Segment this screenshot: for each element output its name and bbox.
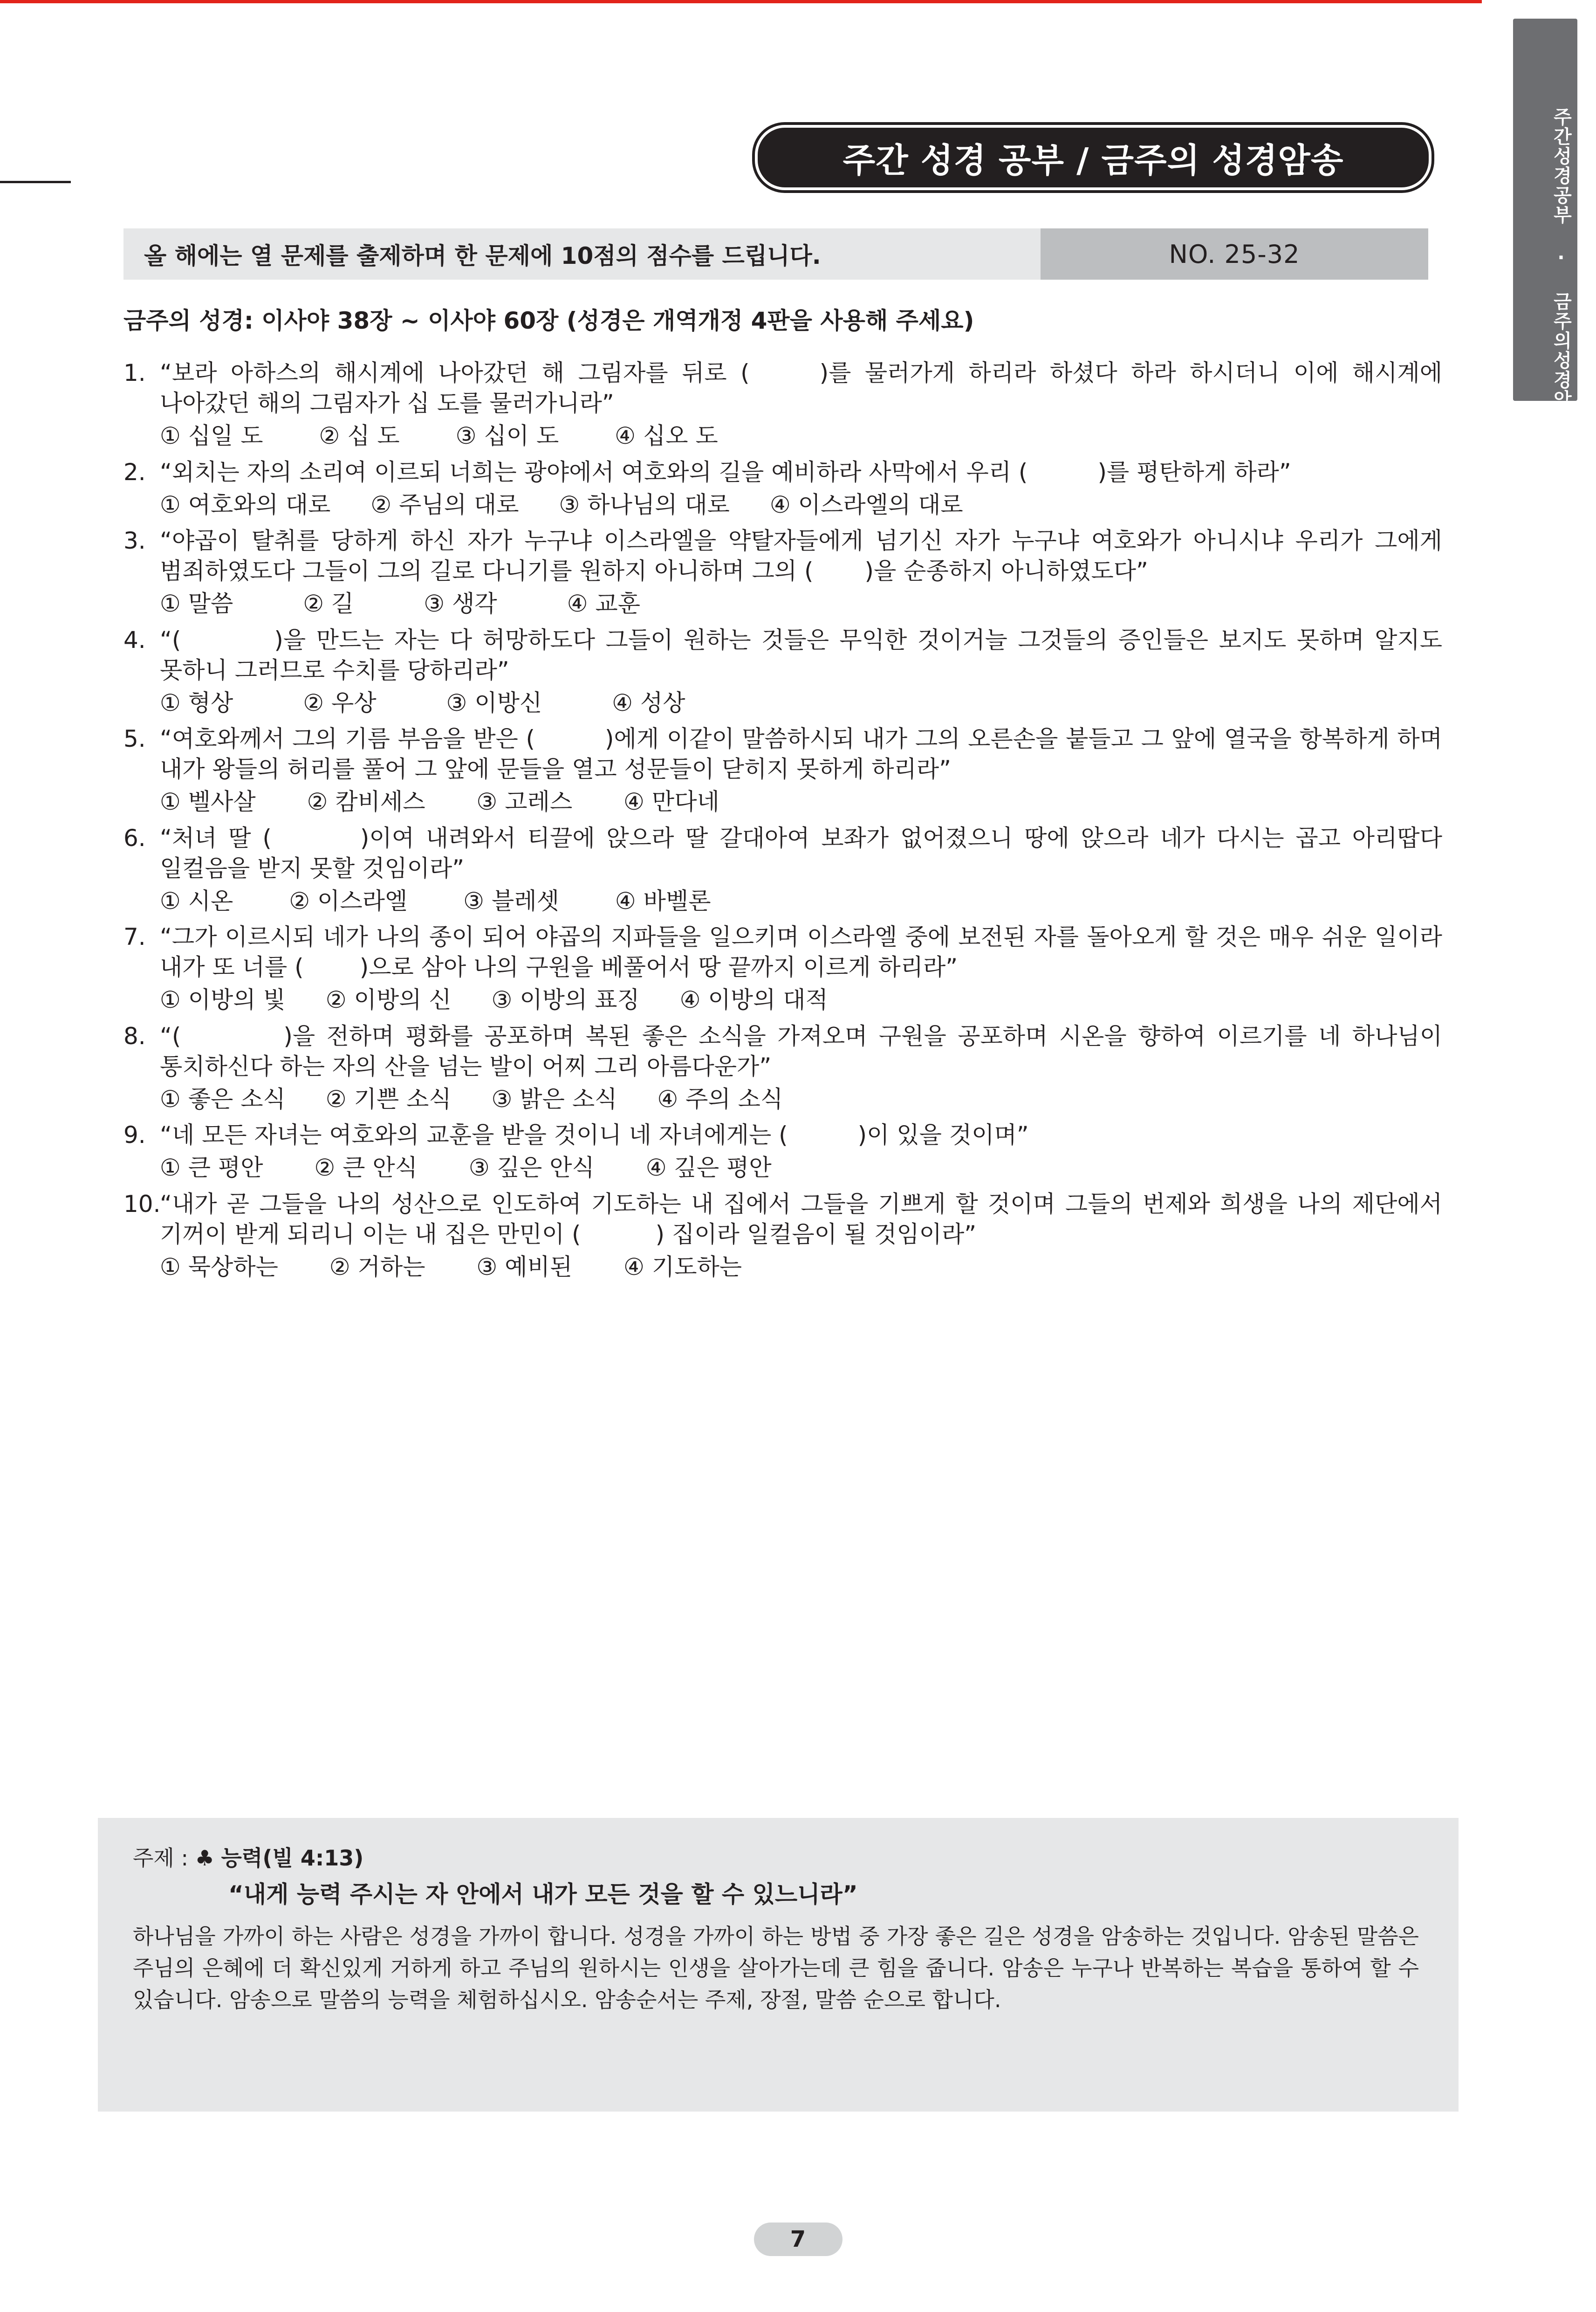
choice-row	[160, 1252, 1442, 1282]
question-text-post: )이여 내려와서 티끌에 앉으라 딸 갈대아여 보좌가 없어졌으니 땅에 앉으라 네가 다시는 곱고 아리땁다 일컬음을 받지 못할 것임이라”	[160, 824, 1443, 882]
question-text-post: )으로 삼아 나의 구원을 베풀어서 땅 끝까지 이르게 하리라”	[359, 954, 958, 981]
question-number: 10.	[123, 1190, 161, 1218]
question-text-post: )을 순종하지 아니하였도다”	[864, 557, 1148, 585]
choice-option[interactable]: ③ 고레스	[476, 788, 573, 815]
choice-option[interactable]: ① 묵상하는	[160, 1253, 278, 1280]
choice-option[interactable]: ② 주님의 대로	[370, 491, 519, 518]
question-text-post: ) 집이라 일컬음이 될 것임이라”	[655, 1220, 977, 1248]
question-number: 4.	[123, 626, 146, 654]
choice-option[interactable]: ① 벨사살	[160, 788, 256, 815]
choice-row	[160, 787, 1442, 817]
side-tab-label: 주간성경공부 · 금주의성경암송	[1550, 107, 1572, 429]
question-text-post: )에게 이같이 말씀하시되 내가 그의 오른손을 붙들고 그 앞에 열국을 항복하게 하며 내가 왕들의 허리를 풀어 그 앞에 문들을 열고 성문들이 닫히지 못하게 하리라”	[160, 725, 1442, 783]
choice-option[interactable]: ① 큰 평안	[160, 1154, 263, 1181]
question-text-pre: “외치는 자의 소리여 이르되 너희는 광야에서 여호와의 길을 예비하라 사막에서 우리 (	[160, 458, 1028, 486]
choice-option[interactable]: ③ 생각	[424, 590, 497, 617]
question-text-pre: “네 모든 자녀는 여호와의 교훈을 받을 것이니 네 자녀에게는 (	[160, 1122, 788, 1149]
theme-label: 주제 :	[133, 1845, 188, 1871]
choice-option[interactable]: ④ 기도하는	[623, 1253, 742, 1280]
question-number: 1.	[123, 359, 146, 386]
question-item	[123, 358, 1442, 451]
question-text	[160, 457, 1442, 488]
left-black-rule	[0, 181, 71, 183]
choice-option[interactable]: ② 이방의 신	[325, 986, 452, 1013]
choice-option[interactable]: ③ 예비된	[476, 1253, 573, 1280]
question-text-pre: “보라 아하스의 해시계에 나아갔던 해 그림자를 뒤로 (	[160, 359, 750, 386]
question-text-pre: “그가 이르시되 네가 나의 종이 되어 야곱의 지파들을 일으키며 이스라엘 중에 보전된 자를 돌아오게 할 것은 매우 쉬운 일이라 내가 또 너를 (	[160, 923, 1442, 981]
choice-row	[160, 1085, 1442, 1114]
question-text-pre: “여호와께서 그의 기름 부음을 받은 (	[160, 725, 535, 752]
question-text	[160, 823, 1442, 884]
question-text	[160, 1120, 1442, 1150]
question-number: 8.	[123, 1022, 146, 1050]
choice-row	[160, 688, 1442, 718]
question-item	[123, 922, 1442, 1015]
choice-row	[160, 490, 1442, 520]
choice-option[interactable]: ① 십일 도	[160, 422, 263, 449]
top-red-rule	[0, 0, 1482, 3]
choice-option[interactable]: ① 여호와의 대로	[160, 491, 331, 518]
question-item	[123, 1189, 1442, 1282]
theme-title: 능력(빌 4:13)	[221, 1845, 364, 1871]
theme-paragraph: 하나님을 가까이 하는 사람은 성경을 가까이 합니다. 성경을 가까이 하는 방법 중 가장 좋은 길은 성경을 암송하는 것입니다. 암송된 말씀은 주님의 은혜에 더 확신있게 거하게 하고 주님의 원하시는 인생을 살아가는데 큰 힘을 줍니다. 암송은 누구나 반복하는 복습을 통하여 할 수 있습니다. 암송으로 말씀의 능력을 체험하십시오. 암송순서는 주제, 장절, 말씀 순으로 합니다.	[133, 1924, 1419, 2013]
choice-option[interactable]: ② 거하는	[329, 1253, 425, 1280]
question-item	[123, 1120, 1442, 1183]
choice-option[interactable]: ④ 십오 도	[615, 422, 718, 449]
question-number: 3.	[123, 527, 146, 554]
choice-option[interactable]: ② 캄비세스	[307, 788, 425, 815]
question-number: 5.	[123, 725, 146, 752]
question-text	[160, 1189, 1442, 1250]
question-text	[160, 724, 1442, 784]
choice-option[interactable]: ④ 주의 소식	[657, 1085, 783, 1113]
choice-option[interactable]: ② 큰 안식	[314, 1154, 418, 1181]
choice-row	[160, 985, 1442, 1015]
question-text-post: )이 있을 것이며”	[857, 1122, 1029, 1149]
question-text	[160, 526, 1442, 586]
choice-option[interactable]: ④ 바벨론	[615, 887, 711, 915]
choice-row	[160, 1153, 1442, 1183]
page-title-pill	[755, 125, 1432, 190]
question-text-pre: “(	[160, 1022, 181, 1050]
question-item	[123, 526, 1442, 619]
question-item	[123, 1021, 1442, 1114]
choice-option[interactable]: ③ 블레셋	[463, 887, 559, 915]
question-item	[123, 724, 1442, 817]
theme-heading	[133, 1841, 363, 1872]
choice-option[interactable]: ④ 교훈	[567, 590, 641, 617]
question-number: 6.	[123, 824, 146, 852]
choice-option[interactable]: ④ 깊은 평안	[645, 1154, 772, 1181]
choice-option[interactable]: ① 이방의 빛	[160, 986, 286, 1013]
question-text-pre: “(	[160, 626, 181, 654]
choice-row	[160, 421, 1442, 451]
question-text-post: )를 물러가게 하리라 하셨다 하라 하시더니 이에 해시계에 나아갔던 해의 그림자가 십 도를 물러가니라”	[160, 359, 1442, 417]
question-number: 7.	[123, 923, 146, 950]
choice-option[interactable]: ③ 하나님의 대로	[559, 491, 730, 518]
question-text-pre: “내가 곧 그들을 나의 성산으로 인도하여 기도하는 내 집에서 그들을 기쁘게 할 것이며 그들의 번제와 희생을 나의 제단에서 기꺼이 받게 되리니 이는 내 집은 만민이 (	[160, 1190, 1442, 1248]
choice-option[interactable]: ② 길	[303, 590, 354, 617]
page-number: 7	[754, 2223, 843, 2256]
choice-row	[160, 887, 1442, 916]
choice-option[interactable]: ③ 이방신	[446, 689, 542, 716]
choice-option[interactable]: ① 형상	[160, 689, 233, 716]
choice-option[interactable]: ④ 만다네	[623, 788, 719, 815]
question-text	[160, 1021, 1442, 1082]
question-text-post: )을 전하며 평화를 공포하며 복된 좋은 소식을 가져오며 구원을 공포하며 시온을 향하여 이르기를 네 하나님이 통치하신다 하는 자의 산을 넘는 발이 어찌 그리 아름다운가”	[160, 1022, 1442, 1080]
clover-icon: ♣	[195, 1845, 214, 1871]
passage-range: 금주의 성경: 이사야 38장 ~ 이사야 60장 (성경은 개역개정 4판을 사용해 주세요)	[123, 307, 974, 334]
theme-verse: “내게 능력 주시는 자 안에서 내가 모든 것을 할 수 있느니라”	[228, 1881, 858, 1908]
notice-text: 올 해에는 열 문제를 출제하며 한 문제에 10점의 점수를 드립니다.	[144, 242, 821, 269]
issue-number-badge: NO. 25-32	[1041, 228, 1428, 280]
choice-option[interactable]: ② 우상	[303, 689, 377, 716]
question-list	[123, 358, 1442, 1288]
choice-option[interactable]: ② 기쁜 소식	[325, 1085, 452, 1113]
choice-option[interactable]: ② 십 도	[319, 422, 400, 449]
question-item	[123, 823, 1442, 916]
choice-option[interactable]: ① 시온	[160, 887, 233, 915]
question-item	[123, 457, 1442, 520]
choice-option[interactable]: ② 이스라엘	[289, 887, 408, 915]
choice-option[interactable]: ④ 이스라엘의 대로	[769, 491, 963, 518]
choice-option[interactable]: ① 좋은 소식	[160, 1085, 286, 1113]
question-text-post: )을 만드는 자는 다 허망하도다 그들이 원하는 것들은 무익한 것이거늘 그것들의 증인들은 보지도 못하며 알지도 못하니 그러므로 수치를 당하리라”	[160, 626, 1442, 684]
question-text	[160, 625, 1442, 686]
choice-option[interactable]: ④ 이방의 대적	[679, 986, 828, 1013]
choice-option[interactable]: ③ 밝은 소식	[491, 1085, 617, 1113]
question-number: 2.	[123, 458, 146, 486]
choice-option[interactable]: ④ 성상	[612, 689, 685, 716]
question-text	[160, 922, 1442, 983]
page-title: 주간 성경 공부 / 금주의 성경암송	[843, 141, 1344, 180]
question-item	[123, 625, 1442, 718]
choice-row	[160, 589, 1442, 619]
choice-option[interactable]: ① 말씀	[160, 590, 233, 617]
question-text-pre: “처녀 딸 (	[160, 824, 272, 852]
choice-option[interactable]: ③ 십이 도	[455, 422, 559, 449]
choice-option[interactable]: ③ 깊은 안식	[469, 1154, 595, 1181]
choice-option[interactable]: ③ 이방의 표징	[491, 986, 640, 1013]
question-text	[160, 358, 1442, 419]
question-text-post: )를 평탄하게 하라”	[1097, 458, 1291, 486]
question-text-pre: “야곱이 탈취를 당하게 하신 자가 누구냐 이스라엘을 약탈자들에게 넘기신 자가 누구냐 여호와가 아니시냐 우리가 그에게 범죄하였도다 그들이 그의 길로 다니기를 원하지 아니하며 그의 (	[160, 527, 1442, 585]
question-number: 9.	[123, 1122, 146, 1149]
